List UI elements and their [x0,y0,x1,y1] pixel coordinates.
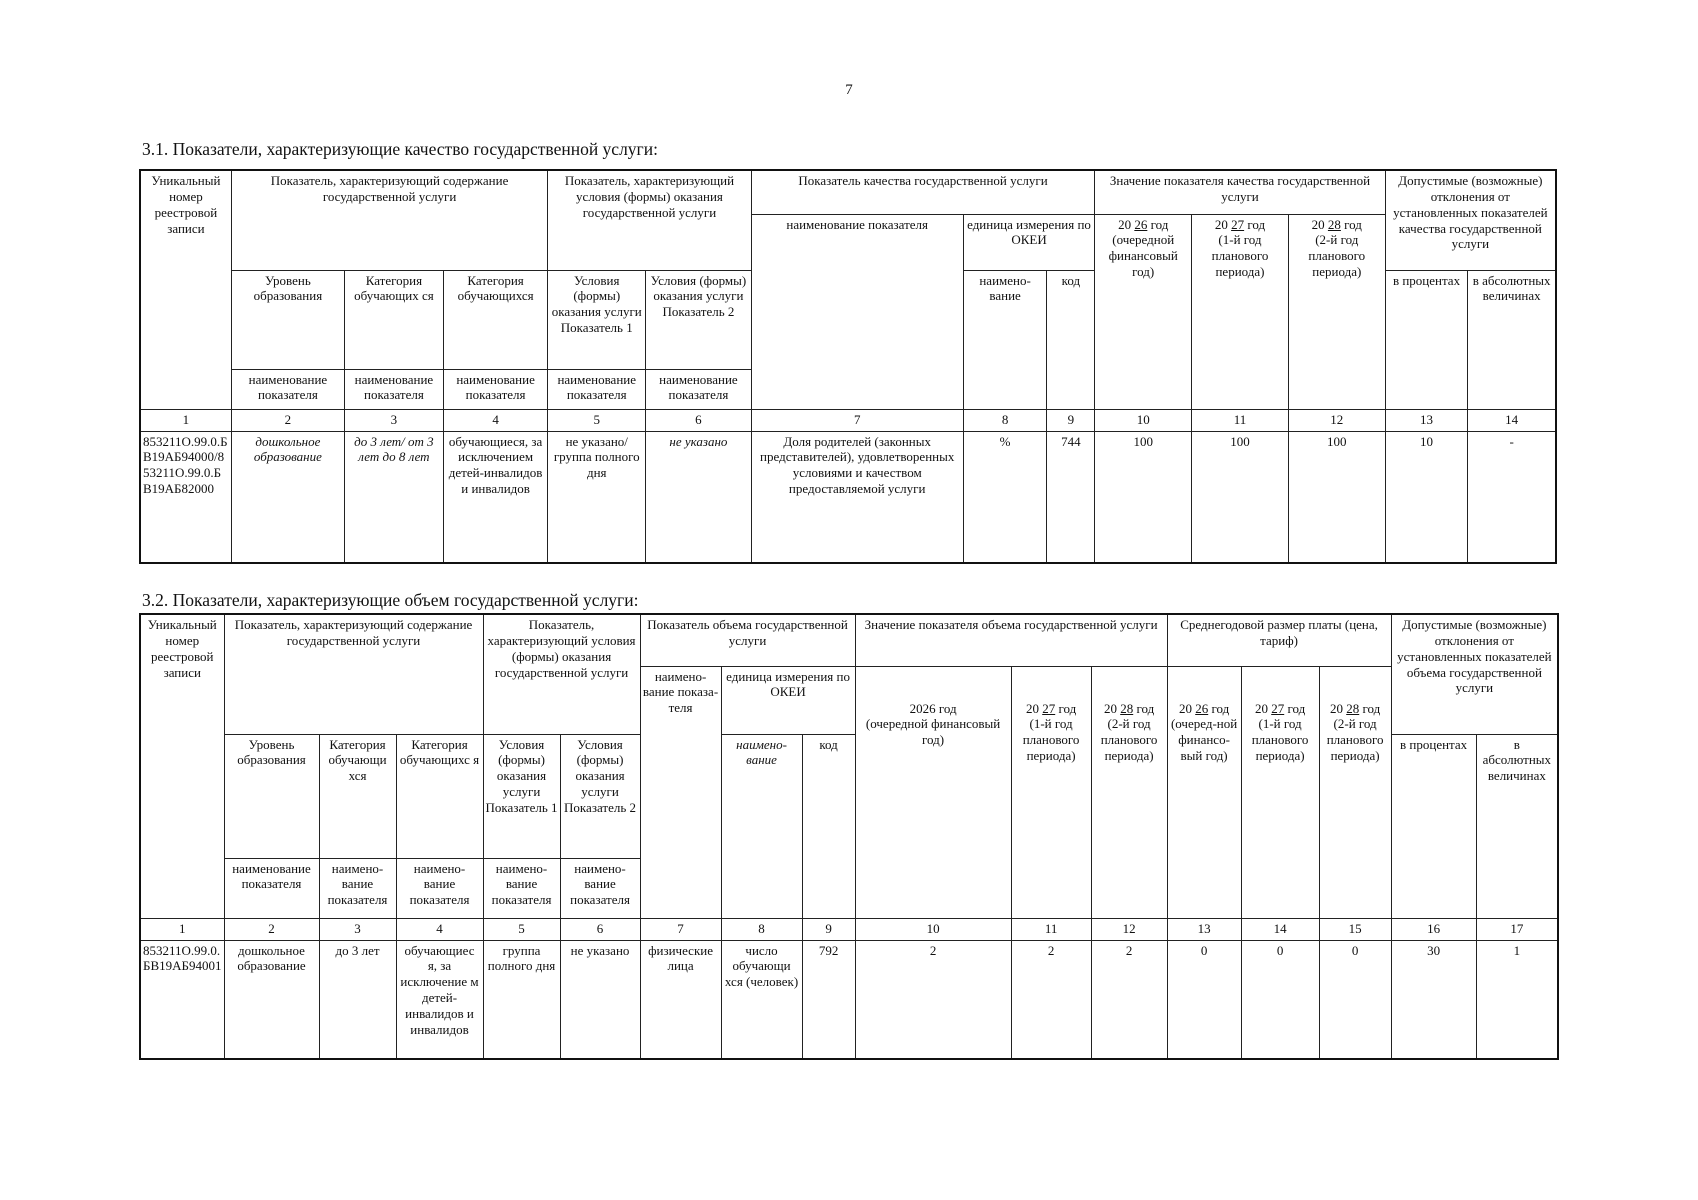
column-index: 3 [344,409,443,431]
column-index: 5 [483,918,560,940]
header-volume-indicator: Показатель объема государственной услуги [640,614,855,666]
column-index: 14 [1241,918,1319,940]
cell-education-level: дошкольное образование [231,431,344,563]
header-unit: единица измерения по ОКЕИ [721,666,855,734]
cell-code: 744 [1047,431,1095,563]
column-index: 3 [319,918,396,940]
table-row [140,431,1556,563]
column-index: 9 [802,918,855,940]
header-value-year-2 [1011,666,1091,918]
cell-unique-number: 853211О.99.0.БВ19АБ94001 [140,940,224,1059]
header-percent: в процентах [1385,270,1468,409]
cell-deviation-absolute: - [1468,431,1556,563]
year-note: (2-й год планового периода) [1100,716,1158,764]
header-deviation: Допустимые (возможные) отклонения от установленных показателей объема государственной услуги [1391,614,1558,734]
quality-indicators-table [139,169,1557,564]
year-label: 20 26 год [1118,216,1169,232]
column-index: 14 [1468,409,1556,431]
section-title-volume: 3.2. Показатели, характеризующие объем государственной услуги: [142,590,639,610]
cell-unit: % [963,431,1047,563]
sub-indicator-name: наименование показателя [344,369,443,409]
header-fee-year-1 [1167,666,1241,918]
column-index: 4 [443,409,547,431]
cell-code: 792 [802,940,855,1059]
sub-condition-1: Условия (формы) оказания услуги Показатель 1 [548,270,646,369]
sub-student-category-1: Категория обучающи хся [319,734,396,858]
sub-student-category-1: Категория обучающих ся [344,270,443,369]
cell-condition-1: группа полного дня [483,940,560,1059]
volume-indicators-table [139,613,1559,1060]
cell-indicator-name: Доля родителей (законных представителей), удовлетворенных условиями и качеством предоставляемой услуги [751,431,963,563]
header-value-year-1 [855,666,1011,918]
header-conditions-indicator: Показатель, характеризующий условия (формы) оказания государственной услуги [483,614,640,734]
sub-indicator-name: наимено-вание показателя [319,858,396,918]
cell-deviation-absolute: 1 [1476,940,1558,1059]
year-note: (очеред-ной финансо-вый год) [1170,716,1238,764]
cell-deviation-percent: 10 [1385,431,1468,563]
cell-education-level: дошкольное образование [224,940,319,1059]
year-label: 20 28 год [1311,216,1362,232]
column-index: 5 [548,409,646,431]
cell-value-year-2: 100 [1192,431,1289,563]
sub-student-category-2: Категория обучающихся [443,270,547,369]
section-title-quality: 3.1. Показатели, характеризующие качество государственной услуги: [142,139,658,159]
year-label: 20 28 год [1329,700,1381,716]
cell-condition-2: не указано [646,431,752,563]
cell-unit: число обучающи хся (человек) [721,940,802,1059]
column-index: 6 [646,409,752,431]
sub-education-level: Уровень образования [224,734,319,858]
cell-unique-number: 853211О.99.0.БВ19АБ94000/853211О.99.0.БВ19АБ82000 [140,431,231,563]
sub-indicator-name: наименование показателя [646,369,752,409]
year-note: (1-й год планового периода) [1211,232,1269,280]
column-index: 10 [1095,409,1192,431]
sub-condition-2: Условия (формы) оказания услуги Показатель 2 [560,734,640,858]
table-row [140,940,1558,1059]
header-content-indicator: Показатель, характеризующий содержание государственной услуги [224,614,483,734]
year-note: (1-й год планового периода) [1022,716,1080,764]
cell-student-category-2: обучающиеся, за исключением детей-инвалидов и инвалидов [443,431,547,563]
column-index: 8 [963,409,1047,431]
column-index: 13 [1385,409,1468,431]
cell-student-category-1: до 3 лет/ от 3 лет до 8 лет [344,431,443,563]
header-code: код [802,734,855,918]
sub-indicator-name: наименование показателя [548,369,646,409]
sub-education-level: Уровень образования [231,270,344,369]
column-index: 1 [140,918,224,940]
column-index: 7 [751,409,963,431]
column-index: 9 [1047,409,1095,431]
sub-indicator-name: наимено-вание показателя [396,858,483,918]
header-unit: единица измерения по ОКЕИ [963,214,1095,270]
column-index: 12 [1091,918,1167,940]
header-content-indicator: Показатель, характеризующий содержание государственной услуги [231,170,547,270]
column-index: 10 [855,918,1011,940]
header-year-2 [1192,214,1289,409]
column-index: 2 [231,409,344,431]
sub-indicator-name: наимено-вание показателя [483,858,560,918]
header-unit-name: наимено-вание [721,734,802,918]
column-index: 11 [1192,409,1289,431]
sub-indicator-name: наимено-вание показателя [560,858,640,918]
cell-fee-year-3: 0 [1319,940,1391,1059]
column-index: 12 [1288,409,1385,431]
year-label: 20 27 год [1214,216,1266,232]
sub-student-category-2: Категория обучающихс я [396,734,483,858]
column-index: 1 [140,409,231,431]
cell-condition-1: не указано/ группа полного дня [548,431,646,563]
cell-value-year-1: 2 [855,940,1011,1059]
year-label: 20 27 год [1025,700,1077,716]
cell-deviation-percent: 30 [1391,940,1476,1059]
header-fee: Среднегодовой размер платы (цена, тариф) [1167,614,1391,666]
year-note: (очередной финансовый год) [865,716,1001,748]
header-fee-year-3 [1319,666,1391,918]
column-index: 6 [560,918,640,940]
column-index-row [140,409,1556,431]
cell-value-year-2: 2 [1011,940,1091,1059]
header-fee-year-2 [1241,666,1319,918]
cell-fee-year-1: 0 [1167,940,1241,1059]
column-index: 16 [1391,918,1476,940]
page-number: 7 [845,82,853,98]
column-index: 7 [640,918,721,940]
sub-condition-2: Условия (формы) оказания услуги Показатель 2 [646,270,752,369]
year-note: (2-й год планового периода) [1326,716,1384,764]
header-absolute: в абсолютных величинах [1468,270,1556,409]
year-note: (1-й год планового периода) [1251,716,1309,764]
header-year-3 [1288,214,1385,409]
header-deviation: Допустимые (возможные) отклонения от установленных показателей качества государственной услуги [1385,170,1556,270]
column-index: 11 [1011,918,1091,940]
header-conditions-indicator: Показатель, характеризующий условия (формы) оказания государственной услуги [548,170,751,270]
header-code: код [1047,270,1095,409]
cell-value-year-3: 2 [1091,940,1167,1059]
sub-indicator-name: наименование показателя [224,858,319,918]
year-label: 20 27 год [1254,700,1306,716]
sub-indicator-name: наименование показателя [443,369,547,409]
header-indicator-value: Значение показателя качества государственной услуги [1095,170,1385,214]
year-note: (очередной финансовый год) [1108,232,1178,280]
year-label: 2026 год [909,700,957,716]
year-label: 20 28 год [1103,700,1155,716]
cell-indicator-name: физические лица [640,940,721,1059]
header-quality-indicator: Показатель качества государственной услуги [751,170,1095,214]
year-label: 20 26 год [1178,700,1230,716]
cell-student-category-2: обучающиес я, за исключение м детей-инвалидов и инвалидов [396,940,483,1059]
cell-value-year-3: 100 [1288,431,1385,563]
cell-student-category-1: до 3 лет [319,940,396,1059]
column-index: 4 [396,918,483,940]
header-year-1 [1095,214,1192,409]
cell-condition-2: не указано [560,940,640,1059]
year-note: (2-й год планового периода) [1308,232,1366,280]
header-indicator-value: Значение показателя объема государственной услуги [855,614,1167,666]
header-unique-number: Уникальный номер реестровой записи [140,170,231,409]
column-index: 13 [1167,918,1241,940]
header-unique-number: Уникальный номер реестровой записи [140,614,224,918]
cell-fee-year-2: 0 [1241,940,1319,1059]
column-index: 15 [1319,918,1391,940]
sub-condition-1: Условия (формы) оказания услуги Показатель 1 [483,734,560,858]
column-index-row [140,918,1558,940]
header-unit-name: наимено-вание [963,270,1047,409]
sub-indicator-name: наименование показателя [231,369,344,409]
header-percent: в процентах [1391,734,1476,918]
header-indicator-name: наименование показателя [751,214,963,409]
column-index: 17 [1476,918,1558,940]
column-index: 2 [224,918,319,940]
cell-value-year-1: 100 [1095,431,1192,563]
header-absolute: в абсолютных величинах [1476,734,1558,918]
header-value-year-3 [1091,666,1167,918]
header-indicator-name: наимено-вание показа-теля [640,666,721,918]
column-index: 8 [721,918,802,940]
